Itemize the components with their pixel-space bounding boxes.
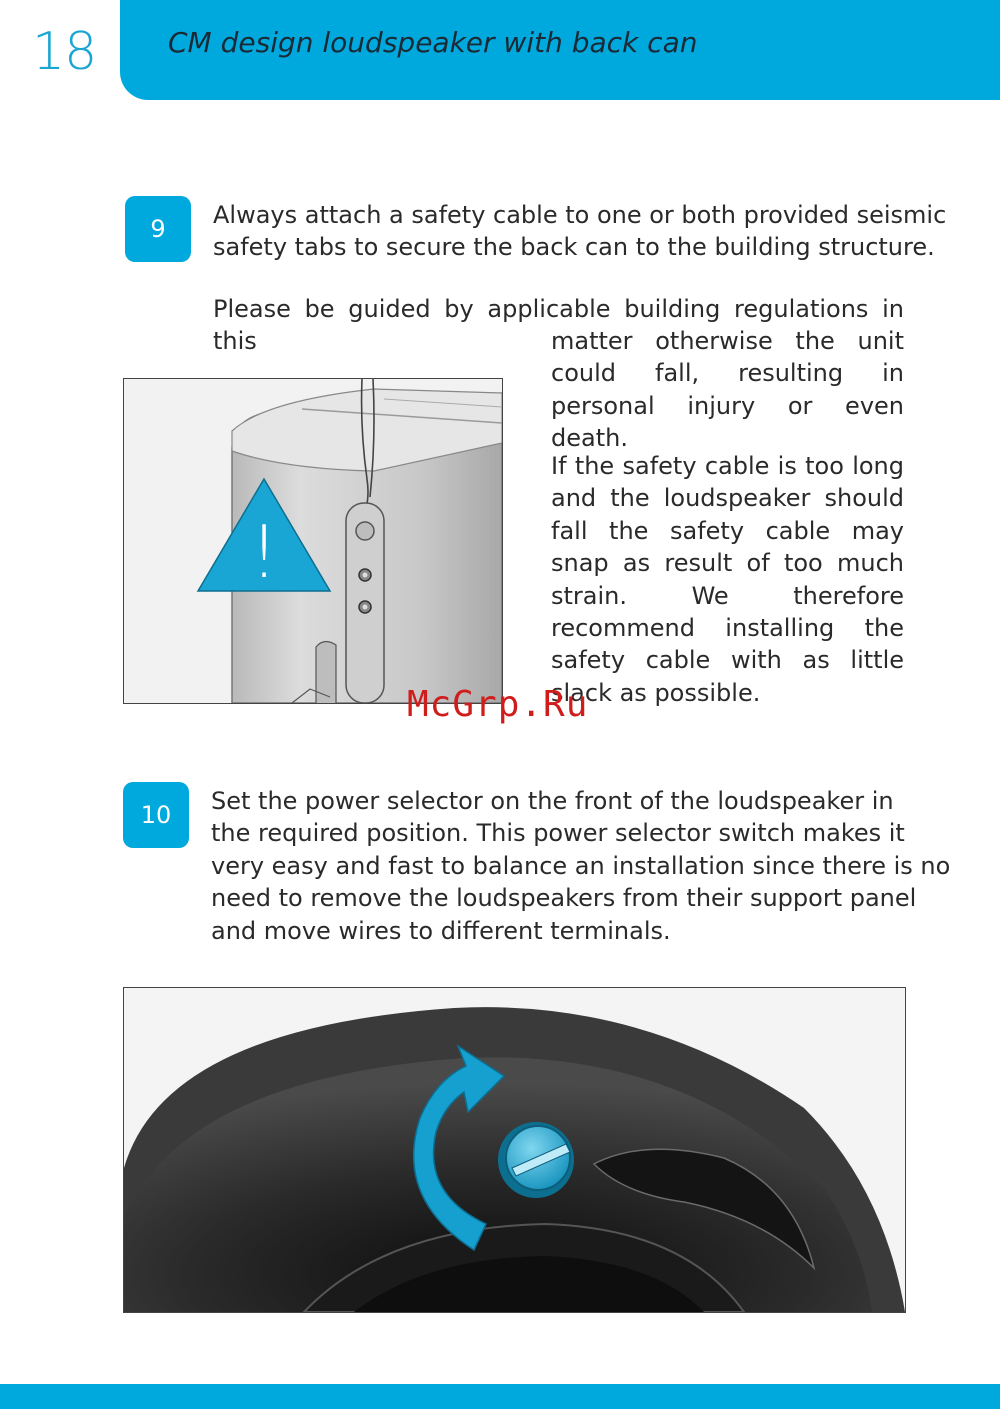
regulations-first-line: Please be guided by applicable building regulations in this — [213, 295, 904, 356]
footer-bar — [0, 1384, 1000, 1409]
power-selector-illustration — [123, 987, 906, 1313]
warning-exclamation: ! — [249, 510, 279, 594]
step-9-line-1: Always attach a safety cable to one or both provided seismic — [213, 201, 947, 229]
step-10-line-4: need to remove the loudspeakers from their support panel — [211, 884, 917, 913]
regulations-text: matter otherwise the unit could fall, resulting in personal injury or even death. — [551, 327, 904, 453]
watermark: McGrp.Ru — [407, 684, 589, 725]
step-10-instruction — [211, 785, 951, 947]
safety-cable-warning-text: If the safety cable is too long and the loudspeaker should fall the safety cable may snap as result of too much strain. We therefore recommend installing the safety cable with as little slack as possible. — [551, 452, 904, 707]
step-10-badge: 10 — [123, 782, 189, 848]
step-9-line-2: safety tabs to secure the back can to the building structure. — [213, 233, 935, 262]
page-number: 18 — [32, 22, 97, 82]
step-10-line-2: the required position. This power selector switch makes it — [211, 819, 905, 848]
step-9-badge: 9 — [125, 196, 191, 262]
step-10-line-1: Set the power selector on the front of the loudspeaker in — [211, 787, 894, 815]
header-band — [120, 0, 1000, 100]
back-can-illustration — [123, 378, 503, 704]
header-title: CM design loudspeaker with back can — [168, 26, 698, 59]
step-10-line-5: and move wires to different terminals. — [211, 916, 671, 945]
step-9-instruction — [213, 199, 947, 264]
step-10-line-3: very easy and fast to balance an installation since there is no — [211, 851, 951, 880]
